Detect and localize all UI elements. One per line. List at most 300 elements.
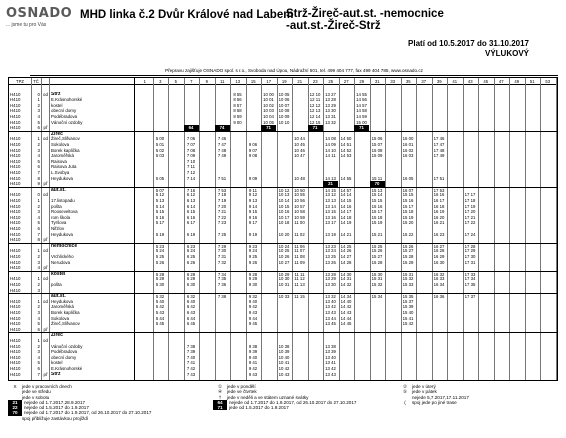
- legend-text: jede ve čtvrtek: [227, 389, 257, 395]
- stop-km: 2: [37, 282, 40, 287]
- departure-time: 9 43: [248, 371, 258, 377]
- departure-time: 13 42: [325, 304, 336, 310]
- departure-time: 7 48: [217, 147, 227, 153]
- departure-time: 10 57: [294, 203, 305, 209]
- departure-time: 13 30: [325, 282, 336, 287]
- departure-time: 9 42: [248, 366, 258, 371]
- stop-km: 0: [37, 192, 40, 198]
- departure-time: 13 13: [325, 198, 336, 203]
- stop-km: 2: [37, 102, 40, 108]
- departure-time: 14 30: [340, 271, 352, 277]
- departure-time: 14 19: [340, 220, 352, 226]
- legend-symbol: ⑤: [402, 389, 408, 395]
- arrival-departure-mark: od: [43, 248, 48, 254]
- stop-name: Strž: [51, 91, 61, 97]
- departure-time: 7 49: [217, 153, 227, 159]
- stop-zone-code: H410: [10, 371, 21, 377]
- trip-number: 7: [190, 79, 193, 84]
- departure-time: 11 08: [294, 254, 305, 259]
- stop-name: Žireč: [51, 131, 63, 137]
- trip-number: 31: [374, 79, 380, 84]
- departure-time: 7 29: [217, 243, 227, 249]
- departure-time: 10 17: [278, 214, 290, 220]
- departure-time: 14 44: [340, 315, 352, 321]
- departure-time: 9 13: [248, 198, 258, 203]
- route-line-1: Strž-Žireč-aut.st. -nemocnice: [286, 8, 444, 20]
- departure-time: 17 22: [464, 220, 476, 226]
- departure-time: 10 44: [294, 136, 305, 142]
- departure-time: 9 32: [248, 294, 258, 300]
- departure-time: 14 52: [340, 147, 352, 153]
- trip-number: 37: [421, 79, 427, 84]
- stop-name: obecní domy: [51, 354, 77, 360]
- departure-time: 7 47: [217, 142, 227, 147]
- departure-time: 9 00: [233, 119, 242, 125]
- stop-zone-code: H410: [10, 254, 21, 259]
- trip-number: 53: [545, 79, 551, 84]
- departure-time: 5 14: [155, 203, 165, 209]
- stop-zone-code: H410: [10, 287, 21, 293]
- stop-zone-code: H410: [10, 231, 21, 237]
- departure-time: 10 02: [263, 102, 274, 108]
- departure-time: 9 15: [248, 209, 258, 215]
- departure-time: 10 00: [263, 91, 274, 97]
- legend-notes: [8, 382, 558, 434]
- departure-time: 7 41: [186, 360, 196, 366]
- departure-time: 9 40: [248, 298, 258, 304]
- stop-km: 4: [37, 354, 40, 360]
- departure-time: 16 02: [402, 147, 414, 153]
- arrival-departure-mark: od: [43, 276, 48, 282]
- departure-time: 10 39: [278, 349, 290, 355]
- departure-time: 9 30: [248, 282, 258, 287]
- departure-time: 7 32: [217, 259, 227, 265]
- stop-zone-code: H410: [10, 276, 21, 282]
- departure-time: 9 17: [248, 220, 258, 226]
- departure-time: 14 51: [340, 142, 352, 147]
- departure-time: 7 39: [186, 349, 196, 355]
- departure-time: 7 07: [186, 142, 196, 147]
- departure-time: 7 36: [217, 282, 227, 287]
- stop-km: 5: [37, 158, 40, 164]
- stop-name: Jaroměřská: [51, 153, 74, 159]
- departure-time: 15 26: [402, 243, 414, 249]
- departure-time: 5 42: [155, 304, 165, 310]
- legend-symbol: 21: [8, 400, 22, 405]
- departure-time: 10 18: [278, 220, 290, 226]
- departure-time: 5 03: [155, 153, 165, 159]
- departure-time: 8 56: [233, 97, 242, 103]
- stop-km: 3: [37, 349, 40, 355]
- stop-km: 1: [37, 276, 40, 282]
- stop-zone-code: H410: [10, 153, 21, 159]
- departure-time: 9 09: [248, 175, 258, 181]
- departure-time: 13 40: [325, 298, 336, 304]
- departure-time: 15 14: [371, 192, 383, 198]
- stop-km: 2: [37, 142, 40, 147]
- stop-km: 2: [37, 203, 40, 209]
- legend-symbol: 64: [213, 400, 227, 405]
- departure-time: 11 06: [294, 243, 305, 249]
- departure-time: 10 45: [294, 142, 305, 147]
- stop-name: rom škola: [51, 214, 71, 220]
- validity-period: Platí od 10.5.2017 do 31.10.2017: [408, 39, 529, 48]
- stop-km: 7: [37, 170, 40, 175]
- departure-time: 14 13: [325, 175, 336, 181]
- departure-time: 13 38: [325, 343, 336, 349]
- departure-time: 14 28: [340, 259, 352, 265]
- stop-zone-code: H410: [10, 349, 21, 355]
- departure-time: 10 10: [278, 119, 290, 125]
- departure-time: 6 30: [186, 282, 196, 287]
- departure-time: 6 44: [186, 315, 196, 321]
- departure-time: 17 18: [464, 198, 476, 203]
- departure-time: 6 23: [186, 243, 196, 249]
- legend-text: jede v pátek: [412, 389, 437, 395]
- departure-time: 7 08: [186, 147, 196, 153]
- departure-time: 5 07: [155, 187, 165, 193]
- departure-time: 16 36: [433, 294, 445, 300]
- departure-time: 10 56: [294, 198, 305, 203]
- arrival-departure-mark: od: [43, 136, 48, 142]
- logo-name: OSNADO: [6, 6, 73, 21]
- trip-number: 13: [235, 79, 241, 84]
- arrival-departure-mark: od: [43, 298, 48, 304]
- departure-time: 15 28: [371, 259, 383, 265]
- departure-time: 15 29: [402, 259, 414, 265]
- stop-km: 3: [37, 108, 40, 114]
- departure-time: 9 11: [248, 187, 258, 193]
- trip-number: 3: [159, 79, 162, 84]
- departure-time: 13 39: [325, 349, 336, 355]
- departure-time: 9 29: [248, 276, 258, 282]
- departure-time: 14 43: [340, 310, 352, 315]
- stop-km: 4: [37, 265, 40, 271]
- legend-symbol: (: [404, 399, 406, 405]
- departure-time: 15 19: [402, 214, 414, 220]
- departure-time: 9 19: [248, 231, 258, 237]
- departure-time: 6 19: [186, 231, 196, 237]
- departure-time: 14 40: [340, 298, 352, 304]
- stop-name: pošta: [51, 282, 62, 287]
- departure-time: 9 40: [248, 354, 258, 360]
- trip-number: 25: [328, 79, 334, 84]
- legend-symbol: X: [13, 384, 17, 389]
- legend-symbol: 22: [8, 405, 22, 410]
- legend-symbol: 71: [213, 405, 227, 410]
- departure-time: 15 09: [371, 153, 383, 159]
- departure-time: 10 50: [294, 187, 305, 193]
- departure-time: 14 42: [340, 304, 352, 310]
- departure-time: 5 12: [155, 192, 165, 198]
- stop-zone-code: H410: [10, 108, 21, 114]
- legend-text: jede od 1.5.2017 do 1.9.2017: [229, 405, 289, 411]
- route-description: [286, 8, 444, 32]
- legend-symbol: ②: [402, 384, 408, 389]
- legend-text: spoj jede po jiné trase: [412, 399, 457, 405]
- departure-time: 6 45: [186, 321, 196, 327]
- departure-time: 16 05: [402, 175, 414, 181]
- stop-name: kostel: [51, 102, 63, 108]
- departure-time: 17 19: [464, 203, 476, 209]
- departure-time: 8 55: [233, 91, 242, 97]
- company-logo: [6, 6, 76, 36]
- stop-km: 8: [37, 237, 40, 243]
- departure-time: 6 40: [186, 298, 196, 304]
- stop-km: 3: [37, 209, 40, 215]
- stop-name: Žireč,Slifvanov: [51, 136, 80, 142]
- departure-time: 9 16: [248, 214, 258, 220]
- departure-time: 5 24: [155, 248, 165, 254]
- departure-time: 14 50: [340, 136, 352, 142]
- departure-time: 10 41: [278, 360, 290, 366]
- stop-zone-code: H410: [10, 321, 21, 327]
- departure-time: 7 12: [186, 170, 196, 175]
- arrival-departure-mark: př: [43, 237, 48, 243]
- departure-time: 21: [323, 181, 338, 187]
- stop-km: 1: [37, 136, 40, 142]
- departure-time: 15 15: [402, 192, 414, 198]
- departure-time: 9 42: [248, 304, 258, 310]
- departure-time: 15 31: [402, 271, 414, 277]
- departure-time: 11 13: [294, 282, 305, 287]
- departure-time: 15 27: [371, 254, 383, 259]
- legend-item: [8, 416, 151, 421]
- departure-time: 13 44: [325, 315, 336, 321]
- stop-name: Vánoční ozdoby: [51, 119, 83, 125]
- departure-time: 64: [184, 125, 199, 131]
- legend-symbol: ①: [217, 384, 223, 389]
- departure-time: 14 59: [356, 114, 367, 119]
- departure-time: 10 04: [263, 114, 274, 119]
- legend-symbol: ④: [217, 389, 223, 395]
- departure-time: 9 44: [248, 315, 258, 321]
- departure-time: 17 29: [464, 248, 476, 254]
- departure-time: 16 16: [433, 192, 445, 198]
- legend-text: nejede 5,7.2017,17.11.2017: [412, 394, 469, 400]
- departure-time: 10 33: [278, 294, 290, 300]
- stop-zone-code: H410: [10, 226, 21, 231]
- legend-text: jede v pracovních dnech: [22, 384, 72, 389]
- departure-time: 13 43: [325, 310, 336, 315]
- stop-name: Vánoční ozdoby: [51, 343, 83, 349]
- departure-time: 14 57: [356, 102, 367, 108]
- arrival-departure-mark: od: [43, 192, 48, 198]
- stop-name: Sokolova: [51, 315, 70, 321]
- legend-text: nejede od 1.7.2017,28.9.2017: [24, 399, 86, 405]
- departure-time: 5 01: [155, 142, 165, 147]
- legend-symbol: 70: [8, 410, 22, 415]
- departure-time: 14 18: [340, 214, 352, 220]
- departure-time: 15 37: [402, 298, 414, 304]
- departure-time: 5 29: [155, 276, 165, 282]
- stop-zone-code: H410: [10, 214, 21, 220]
- departure-time: 10 40: [278, 354, 290, 360]
- departure-time: 14 34: [340, 294, 352, 300]
- departure-time: 15 26: [371, 248, 383, 254]
- legend-text: jede v neděli a ve státem uznané svátky: [227, 394, 309, 400]
- departure-time: 10 24: [278, 243, 290, 249]
- departure-time: 13 28: [325, 271, 336, 277]
- departure-time: 10 13: [278, 192, 290, 198]
- departure-time: 7 06: [186, 136, 196, 142]
- departure-time: 7 14: [186, 175, 196, 181]
- departure-time: 16 32: [433, 271, 445, 277]
- departure-time: 13 24: [325, 248, 336, 254]
- departure-time: 17 24: [464, 231, 476, 237]
- stop-km: 6: [37, 326, 40, 332]
- stop-km: 6: [37, 125, 40, 131]
- stop-km: 1: [37, 198, 40, 203]
- departure-time: 16 17: [433, 198, 445, 203]
- departure-time: 14 57: [340, 187, 352, 193]
- departure-time: 16 07: [402, 187, 414, 193]
- departure-time: 13 40: [325, 354, 336, 360]
- stop-km: 3: [37, 287, 40, 293]
- stop-km: 8: [37, 175, 40, 181]
- departure-time: 14 15: [340, 198, 352, 203]
- departure-time: 5 44: [155, 315, 165, 321]
- departure-time: 15 28: [402, 254, 414, 259]
- departure-time: 13 26: [325, 259, 336, 265]
- departure-time: 10 43: [278, 371, 290, 377]
- departure-time: 7 23: [217, 220, 227, 226]
- departure-time: 13 19: [325, 231, 336, 237]
- departure-time: 15 21: [371, 231, 383, 237]
- stop-name: E.Krásnohorské: [51, 97, 83, 103]
- stop-zone-code: H410: [10, 343, 21, 349]
- stop-name: Žireč,Slifvanov: [51, 321, 80, 327]
- trip-number: 1: [143, 79, 146, 84]
- legend-text: jede v pondělí: [227, 384, 256, 389]
- departure-time: 14 32: [340, 282, 352, 287]
- stop-name: Raisova Juta: [51, 164, 77, 170]
- departure-time: 15 07: [371, 142, 383, 147]
- arrival-departure-mark: př: [43, 265, 48, 271]
- stop-zone-code: H410: [10, 164, 21, 170]
- departure-time: 14 16: [340, 203, 352, 209]
- departure-time: 15 16: [402, 198, 414, 203]
- departure-time: 10 15: [278, 203, 290, 209]
- stop-km: 4: [37, 114, 40, 119]
- trip-number: 15: [250, 79, 256, 84]
- departure-time: 7 25: [217, 231, 227, 237]
- departure-time: 7 19: [217, 198, 227, 203]
- departure-time: 8 58: [233, 108, 242, 114]
- trip-number: 49: [514, 79, 520, 84]
- stop-zone-code: H410: [10, 220, 21, 226]
- departure-time: 13 30: [325, 108, 336, 114]
- stop-name: Sokolova: [51, 142, 70, 147]
- departure-time: 9 06: [248, 142, 258, 147]
- stop-name: nemocnice: [51, 243, 78, 249]
- stop-km: 7: [37, 371, 40, 377]
- departure-time: 15 39: [402, 304, 414, 310]
- departure-time: 71: [354, 125, 369, 131]
- departure-time: 15 41: [402, 315, 414, 321]
- departure-time: 12 12: [309, 102, 321, 108]
- trip-number: 5: [174, 79, 177, 84]
- stop-name: aut.st.: [51, 294, 66, 300]
- departure-time: 9 25: [248, 254, 258, 259]
- departure-time: 7 51: [217, 175, 227, 181]
- departure-time: 7 18: [217, 192, 227, 198]
- departure-time: 9 39: [248, 349, 258, 355]
- departure-time: 14 27: [340, 254, 352, 259]
- stop-zone-code: H410: [10, 125, 21, 131]
- departure-time: 5 40: [155, 298, 165, 304]
- departure-time: 10 08: [278, 108, 290, 114]
- stop-name: Strž: [51, 371, 61, 377]
- stop-name: Podébradova: [51, 114, 78, 119]
- departure-time: 16 28: [433, 248, 445, 254]
- departure-time: 13 16: [325, 214, 336, 220]
- departure-time: 10 59: [294, 214, 305, 220]
- departure-time: 11 12: [294, 276, 305, 282]
- departure-time: 10 20: [278, 231, 290, 237]
- departure-time: 5 30: [155, 282, 165, 287]
- stop-name: Nerudova: [51, 259, 71, 265]
- departure-time: 15 16: [371, 203, 383, 209]
- departure-time: 17 30: [464, 254, 476, 259]
- departure-time: 8 57: [233, 102, 242, 108]
- departure-time: 10 29: [278, 271, 290, 277]
- departure-time: 10 38: [278, 343, 290, 349]
- legend-text: spoj přibližuje zastávkou projíždí: [22, 415, 89, 421]
- departure-time: 15 11: [371, 175, 383, 181]
- departure-time: 15 13: [371, 187, 383, 193]
- departure-time: 9 26: [248, 259, 258, 265]
- departure-time: 17 17: [464, 192, 476, 198]
- departure-time: 10 30: [278, 276, 290, 282]
- departure-time: 16 23: [433, 231, 445, 237]
- departure-time: 14 55: [340, 175, 352, 181]
- stop-name: L.Svobya: [51, 170, 70, 175]
- stop-km: 4: [37, 153, 40, 159]
- stop-zone-code: H410: [10, 147, 21, 153]
- departure-time: 15 15: [371, 198, 383, 203]
- legend-item: [398, 400, 469, 405]
- departure-time: 14 31: [340, 276, 352, 282]
- departure-time: 15 31: [371, 276, 383, 282]
- stop-km: 2: [37, 304, 40, 310]
- departure-time: 10 25: [278, 248, 290, 254]
- departure-time: 15 35: [402, 294, 414, 300]
- departure-time: 14 21: [340, 231, 352, 237]
- departure-time: 7 09: [186, 153, 196, 159]
- departure-time: 17 37: [464, 294, 476, 300]
- departure-time: 14 45: [340, 321, 352, 327]
- departure-time: 12 11: [309, 97, 321, 103]
- departure-time: 15 06: [371, 136, 383, 142]
- trip-number: 11: [220, 79, 225, 84]
- legend-text: jede v sobotu: [22, 394, 50, 400]
- stop-zone-code: H410: [10, 315, 21, 321]
- stop-km: 1: [37, 338, 40, 343]
- departure-time: 7 22: [217, 214, 227, 220]
- departure-time: 7 16: [186, 187, 196, 193]
- departure-time: 16 27: [433, 243, 445, 249]
- departure-time: 15 33: [402, 282, 414, 287]
- validity-status: VÝLUKOVÝ: [484, 49, 529, 58]
- operator-info: Přepravu zajišťuje OSNADO spol. s r.o., Svoboda nad Úpou, Nádražní 501, tel. 499 404 777, fax 499 404 785, www.osnado.cz: [30, 68, 558, 76]
- departure-time: 15 42: [402, 321, 414, 327]
- departure-time: 9 08: [248, 153, 258, 159]
- departure-time: 10 58: [294, 209, 305, 215]
- departure-time: 13 12: [325, 192, 336, 198]
- stop-km: 5: [37, 321, 40, 327]
- trip-number: 35: [405, 79, 411, 84]
